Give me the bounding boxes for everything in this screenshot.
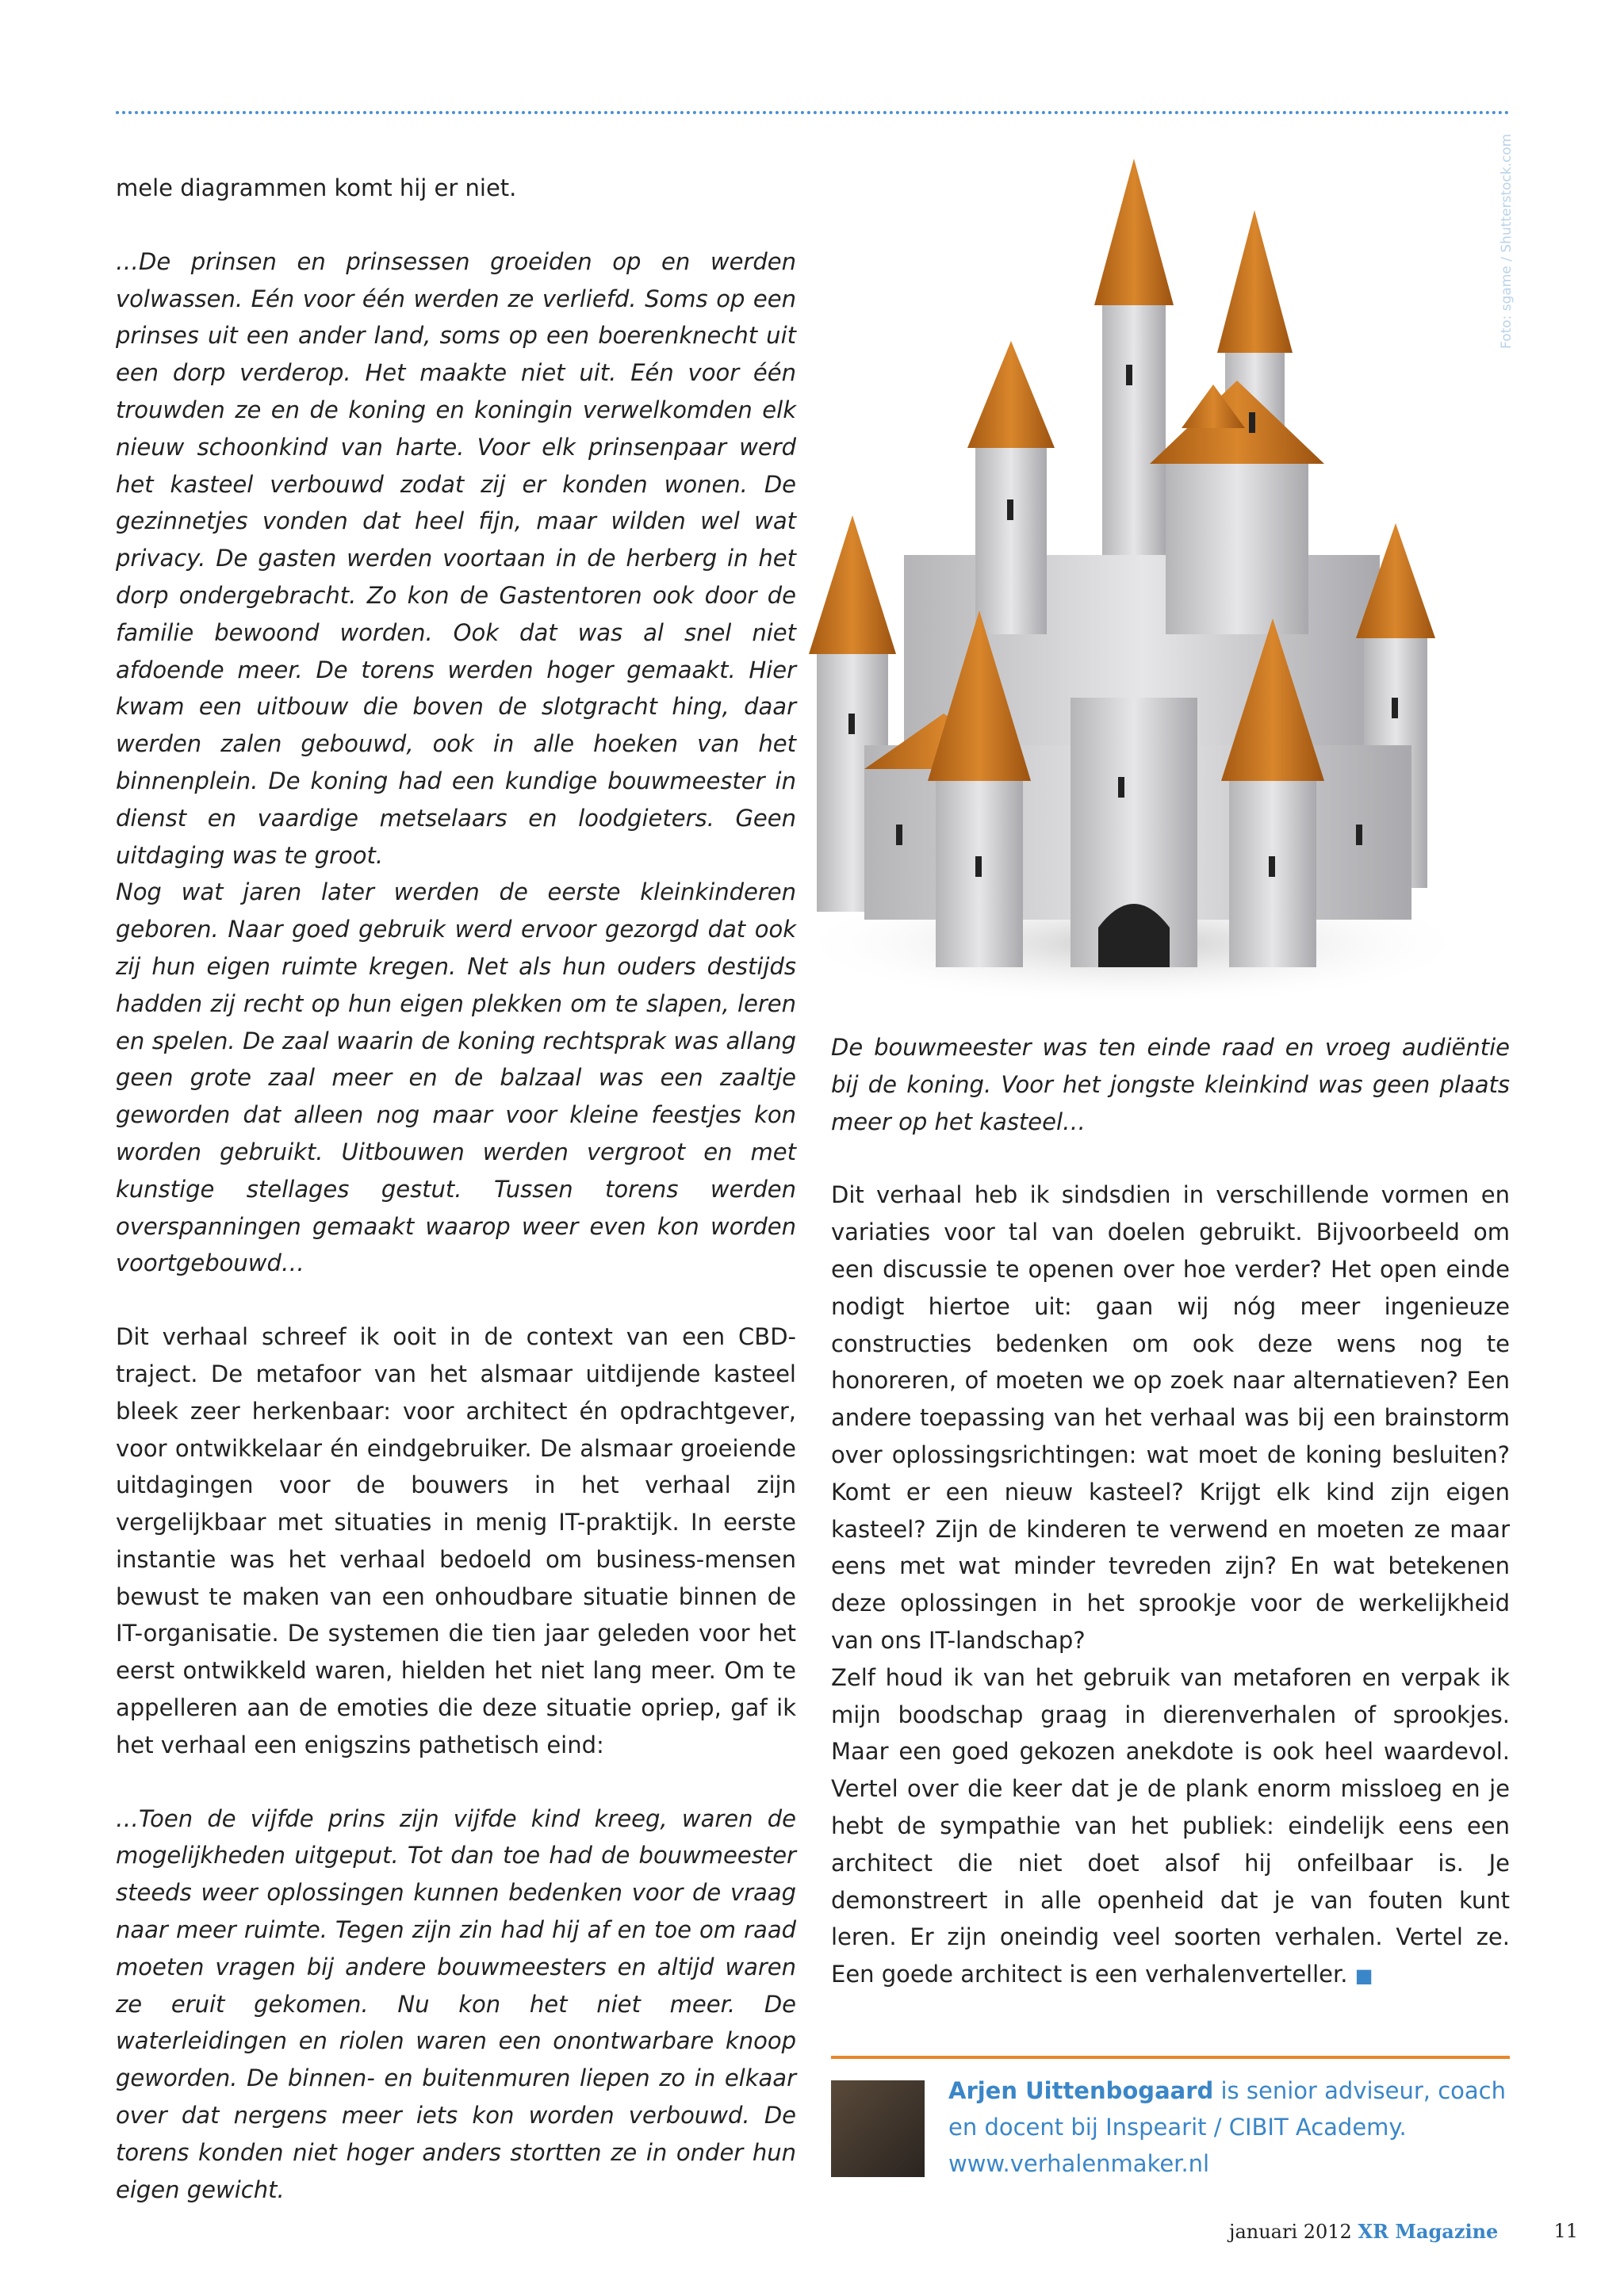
paragraph: mele diagrammen komt hij er niet.: [116, 174, 517, 201]
page-number: 11: [1553, 2220, 1578, 2242]
author-bio: is senior adviseur, coach en docent bij Inspearit / CIBIT Academy.: [948, 2077, 1507, 2141]
author-divider: [831, 2056, 1510, 2059]
paragraph-gap: [116, 207, 796, 243]
paragraph-gap: [116, 1282, 796, 1318]
page-footer: [1229, 2220, 1578, 2243]
paragraph: Dit verhaal schreef ik ooit in de context van een CBD-traject. De metafoor van het alsmaar uitdijende kasteel bleek zeer herkenbaar: voor architect én opdrachtgever, voor ontwikkelaar én eindgebruiker. De alsmaar groeiende uitdagingen voor de bouwers in het verhaal zijn vergelijkbaar met situaties in menig IT-praktijk. In eerste instantie was het verhaal bedoeld om business-mensen bewust te maken van een onhoudbare situatie binnen de IT-organisatie. De systemen die tien jaar geleden voor het eerst ontwikkeld waren, hielden het niet lang meer. Om te appelleren aan de emoties die deze situatie opriep, gaf ik het verhaal een enigszins pathetisch eind:: [116, 1323, 796, 1758]
paragraph: …Toen de vijfde prins zijn vijfde kind kreeg, waren de mogelijkheden uitgeput. Tot dan toe had de bouwmeester steeds weer oplossingen kunnen bedenken voor de vraag naar meer ruimte. Tegen zijn zin had hij af en toe om raad moeten vragen bij andere bouwmeesters en altijd waren ze eruit gekomen. Nu kon het niet meer. De waterleidingen en riolen waren een onontwarbare knoop geworden. De binnen- en buitenmuren liepen zo in elkaar over dat nergens meer iets kon worden verbouwd. De torens konden niet hoger anders stortten ze in onder hun eigen gewicht.: [116, 1804, 796, 2203]
paragraph: Dit verhaal heb ik sindsdien in verschillende vormen en variaties voor tal van doelen gebruikt. Bijvoorbeeld om een discussie te openen over hoe verder? Het open einde nodigt hiertoe uit: gaan wij nóg meer ingenieuze constructies bedenken om ook deze wens nog te honoreren, of moeten we op zoek naar alternatieven? Een andere toepassing van het verhaal was bij een brainstorm over oplossingsrichtingen: wat moet de koning besluiten? Komt er een nieuw kasteel? Krijgt elk kind zijn eigen kasteel? Zijn de kinderen te verwend en moeten ze maar eens met wat minder tevreden zijn? En wat betekenen deze oplossingen in het sprookje voor de werkelijkheid van ons IT-landschap?: [831, 1181, 1510, 1654]
footer-magazine: XR Magazine: [1358, 2220, 1499, 2243]
paragraph: De bouwmeester was ten einde raad en vroeg audiëntie bij de koning. Voor het jongste kleinkind was geen plaats meer op het kasteel…: [831, 1034, 1510, 1135]
paragraph-gap: [831, 1140, 1510, 1177]
left-column: [116, 170, 796, 2208]
paragraph-gap: [116, 1764, 796, 1800]
author-photo: [831, 2080, 925, 2177]
end-mark: ■: [1354, 1965, 1373, 1988]
author-website-link[interactable]: www.verhalenmaker.nl: [948, 2150, 1210, 2177]
paragraph: …De prinsen en prinsessen groeiden op en werden volwassen. Eén voor één werden ze verliefd. Soms op een prinses uit een ander land, soms op een boerenknecht uit een dorp verderop. Het maakte niet uit. Eén voor één trouwden ze en de koning en koningin verwelkomden elk nieuw schoonkind van harte. Voor elk prinsenpaar werd het kasteel verbouwd zodat zij er konden wonen. De gezinnetjes vonden dat heel fijn, maar wilden wel wat privacy. De gasten werden voortaan in de herberg in het dorp ondergebracht. Zo kon de Gastentoren ook door de familie bewoond worden. Ook dat was al snel niet afdoende meer. De torens werden hoger gemaakt. Hier kwam een uitbouw die boven de slotgracht hing, daar werden zalen gebouwd, ook in alle hoeken van het binnenplein. De koning had een kundige bouwmeester in dienst en vaardige metselaars en loodgieters. Geen uitdaging was te groot.: [116, 247, 796, 869]
paragraph: Nog wat jaren later werden de eerste kleinkinderen geboren. Naar goed gebruik werd ervoor gezorgd dat ook zij hun eigen ruimte kregen. Net als hun ouders destijds hadden zij recht op hun eigen plekken om te slapen, leren en spelen. De zaal waarin de koning rechtsprak was allang geen grote zaal meer en de balzaal was een zaaltje geworden dat alleen nog maar voor kleine feestjes kon worden gebruikt. Uitbouwen werden vergroot en met kunstige stellages gestut. Tussen torens werden overspanningen gemaakt waarop weer even kon worden voortgebouwd…: [116, 878, 796, 1277]
right-column: [831, 1029, 1510, 1995]
top-dotted-rule: [116, 111, 1510, 114]
author-name: Arjen Uittenbogaard: [948, 2077, 1214, 2104]
photo-credit: Foto: sgame / Shutterstock.com: [1499, 133, 1515, 349]
paragraph: Zelf houd ik van het gebruik van metaforen en verpak ik mijn boodschap graag in dierenverhalen of sprookjes. Maar een goed gekozen anekdote is ook heel waardevol. Vertel over die keer dat je de plank enorm missloeg en je hebt de sympathie van het publiek: eindelijk eens een architect die niet doet alsof hij onfeilbaar is. Je demonstreert in alle openheid dat je van fouten kunt leren. Er zijn oneindig veel soorten verhalen. Vertel ze. Een goede architect is een verhalenverteller. ■: [831, 1663, 1510, 1988]
author-box: [948, 2072, 1513, 2182]
castle-illustration: [785, 143, 1483, 999]
footer-date: januari 2012: [1229, 2221, 1352, 2243]
